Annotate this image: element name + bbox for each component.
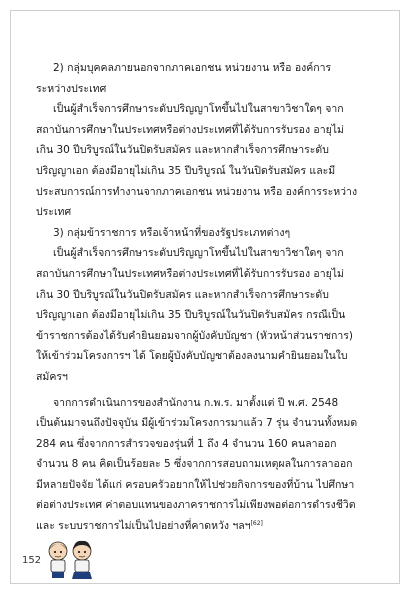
paragraph-line: เกิน 30 ปีบริบูรณ์ในวันปิดรับสมัคร และหากสำเร็จการศึกษาระดับ	[36, 288, 329, 301]
section-heading-2-line-1: 2) กลุ่มบุคคลภายนอกจากภาคเอกชน หน่วยงาน หรือ องค์การ	[53, 62, 332, 74]
paragraph-line: สมัครฯ	[36, 370, 68, 383]
paragraph-line: ให้เข้าร่วมโครงการฯ ได้ โดยผู้บังคับบัญชาต้องลงนามคำยินยอมในใบ	[36, 350, 348, 363]
paragraph-last-line	[36, 516, 372, 537]
paragraph-line: สถาบันการศึกษาในประเทศหรือต่างประเทศที่ได้รับการรับรอง อายุไม่	[36, 267, 344, 280]
page-footer	[22, 540, 112, 580]
paragraph-line: จากการดำเนินการของสำนักงาน ก.พ.ร. มาตั้งแต่ ปี พ.ศ. 2548	[53, 396, 339, 409]
document-body	[36, 58, 372, 537]
paragraph-line: ปริญญาเอก ต้องมีอายุไม่เกิน 35 ปีบริบูรณ์ ในวันปิดรับสมัคร และมี	[36, 164, 336, 177]
paragraph-line: สถาบันการศึกษาในประเทศหรือต่างประเทศที่ได้รับการรับรอง อายุไม่	[36, 123, 344, 136]
paragraph-line: 284 คน ซึ่งจากการสำรวจของรุ่นที่ 1 ถึง 4 จำนวน 160 คนลาออก	[36, 437, 337, 450]
paragraph-line: เกิน 30 ปีบริบูรณ์ในวันปิดรับสมัคร และหากสำเร็จการศึกษาระดับ	[36, 144, 329, 157]
paragraph-line: มีหลายปัจจัย ได้แก่ ครอบครัวอยากให้ไปช่วยกิจการของที่บ้าน ไปศึกษา	[36, 478, 355, 491]
section-heading-2-line-2: ระหว่างประเทศ	[36, 82, 107, 95]
paragraph-line: เป็นผู้สำเร็จการศึกษาระดับปริญญาโทขึ้นไปในสาขาวิชาใดๆ จาก	[53, 247, 344, 260]
paragraph-line: ประเทศ	[36, 206, 72, 219]
paragraph-line: เป็นผู้สำเร็จการศึกษาระดับปริญญาโทขึ้นไปในสาขาวิชาใดๆ จาก	[53, 103, 344, 116]
paragraph-line: จำนวน 8 คน คิดเป็นร้อยละ 5 ซึ่งจากการสอบถามเหตุผลในการลาออก	[36, 458, 353, 471]
paragraph-line: ปริญญาเอก ต้องมีอายุไม่เกิน 35 ปีบริบูรณ์ในวันปิดรับสมัคร กรณีเป็น	[36, 309, 346, 322]
section-heading-3: 3) กลุ่มข้าราชการ หรือเจ้าหน้าที่ของรัฐประเภทต่างๆ	[53, 226, 291, 239]
mascot-children-icon	[44, 540, 100, 580]
paragraph-line: ประสบการณ์การทำงานจากภาคเอกชน หน่วยงาน หรือ องค์การระหว่าง	[36, 185, 358, 198]
paragraph-line: ต่อต่างประเทศ ค่าตอบแทนของภาคราชการไม่เพียงพอต่อการดำรงชีวิต	[36, 499, 356, 512]
page-number: 152	[22, 555, 42, 566]
paragraph-text: และ ระบบราชการไม่เป็นไปอย่างที่คาดหวัง ฯลฯ	[36, 520, 251, 533]
footnote-reference[interactable]: [62]	[250, 520, 263, 528]
paragraph-line: เป็นต้นมาจนถึงปัจจุบัน มีผู้เข้าร่วมโครงการมาแล้ว 7 รุ่น จำนวนทั้งหมด	[36, 417, 358, 430]
paragraph-line: ข้าราชการต้องได้รับคำยินยอมจากผู้บังคับบัญชา (หัวหน้าส่วนราชการ)	[36, 329, 353, 342]
